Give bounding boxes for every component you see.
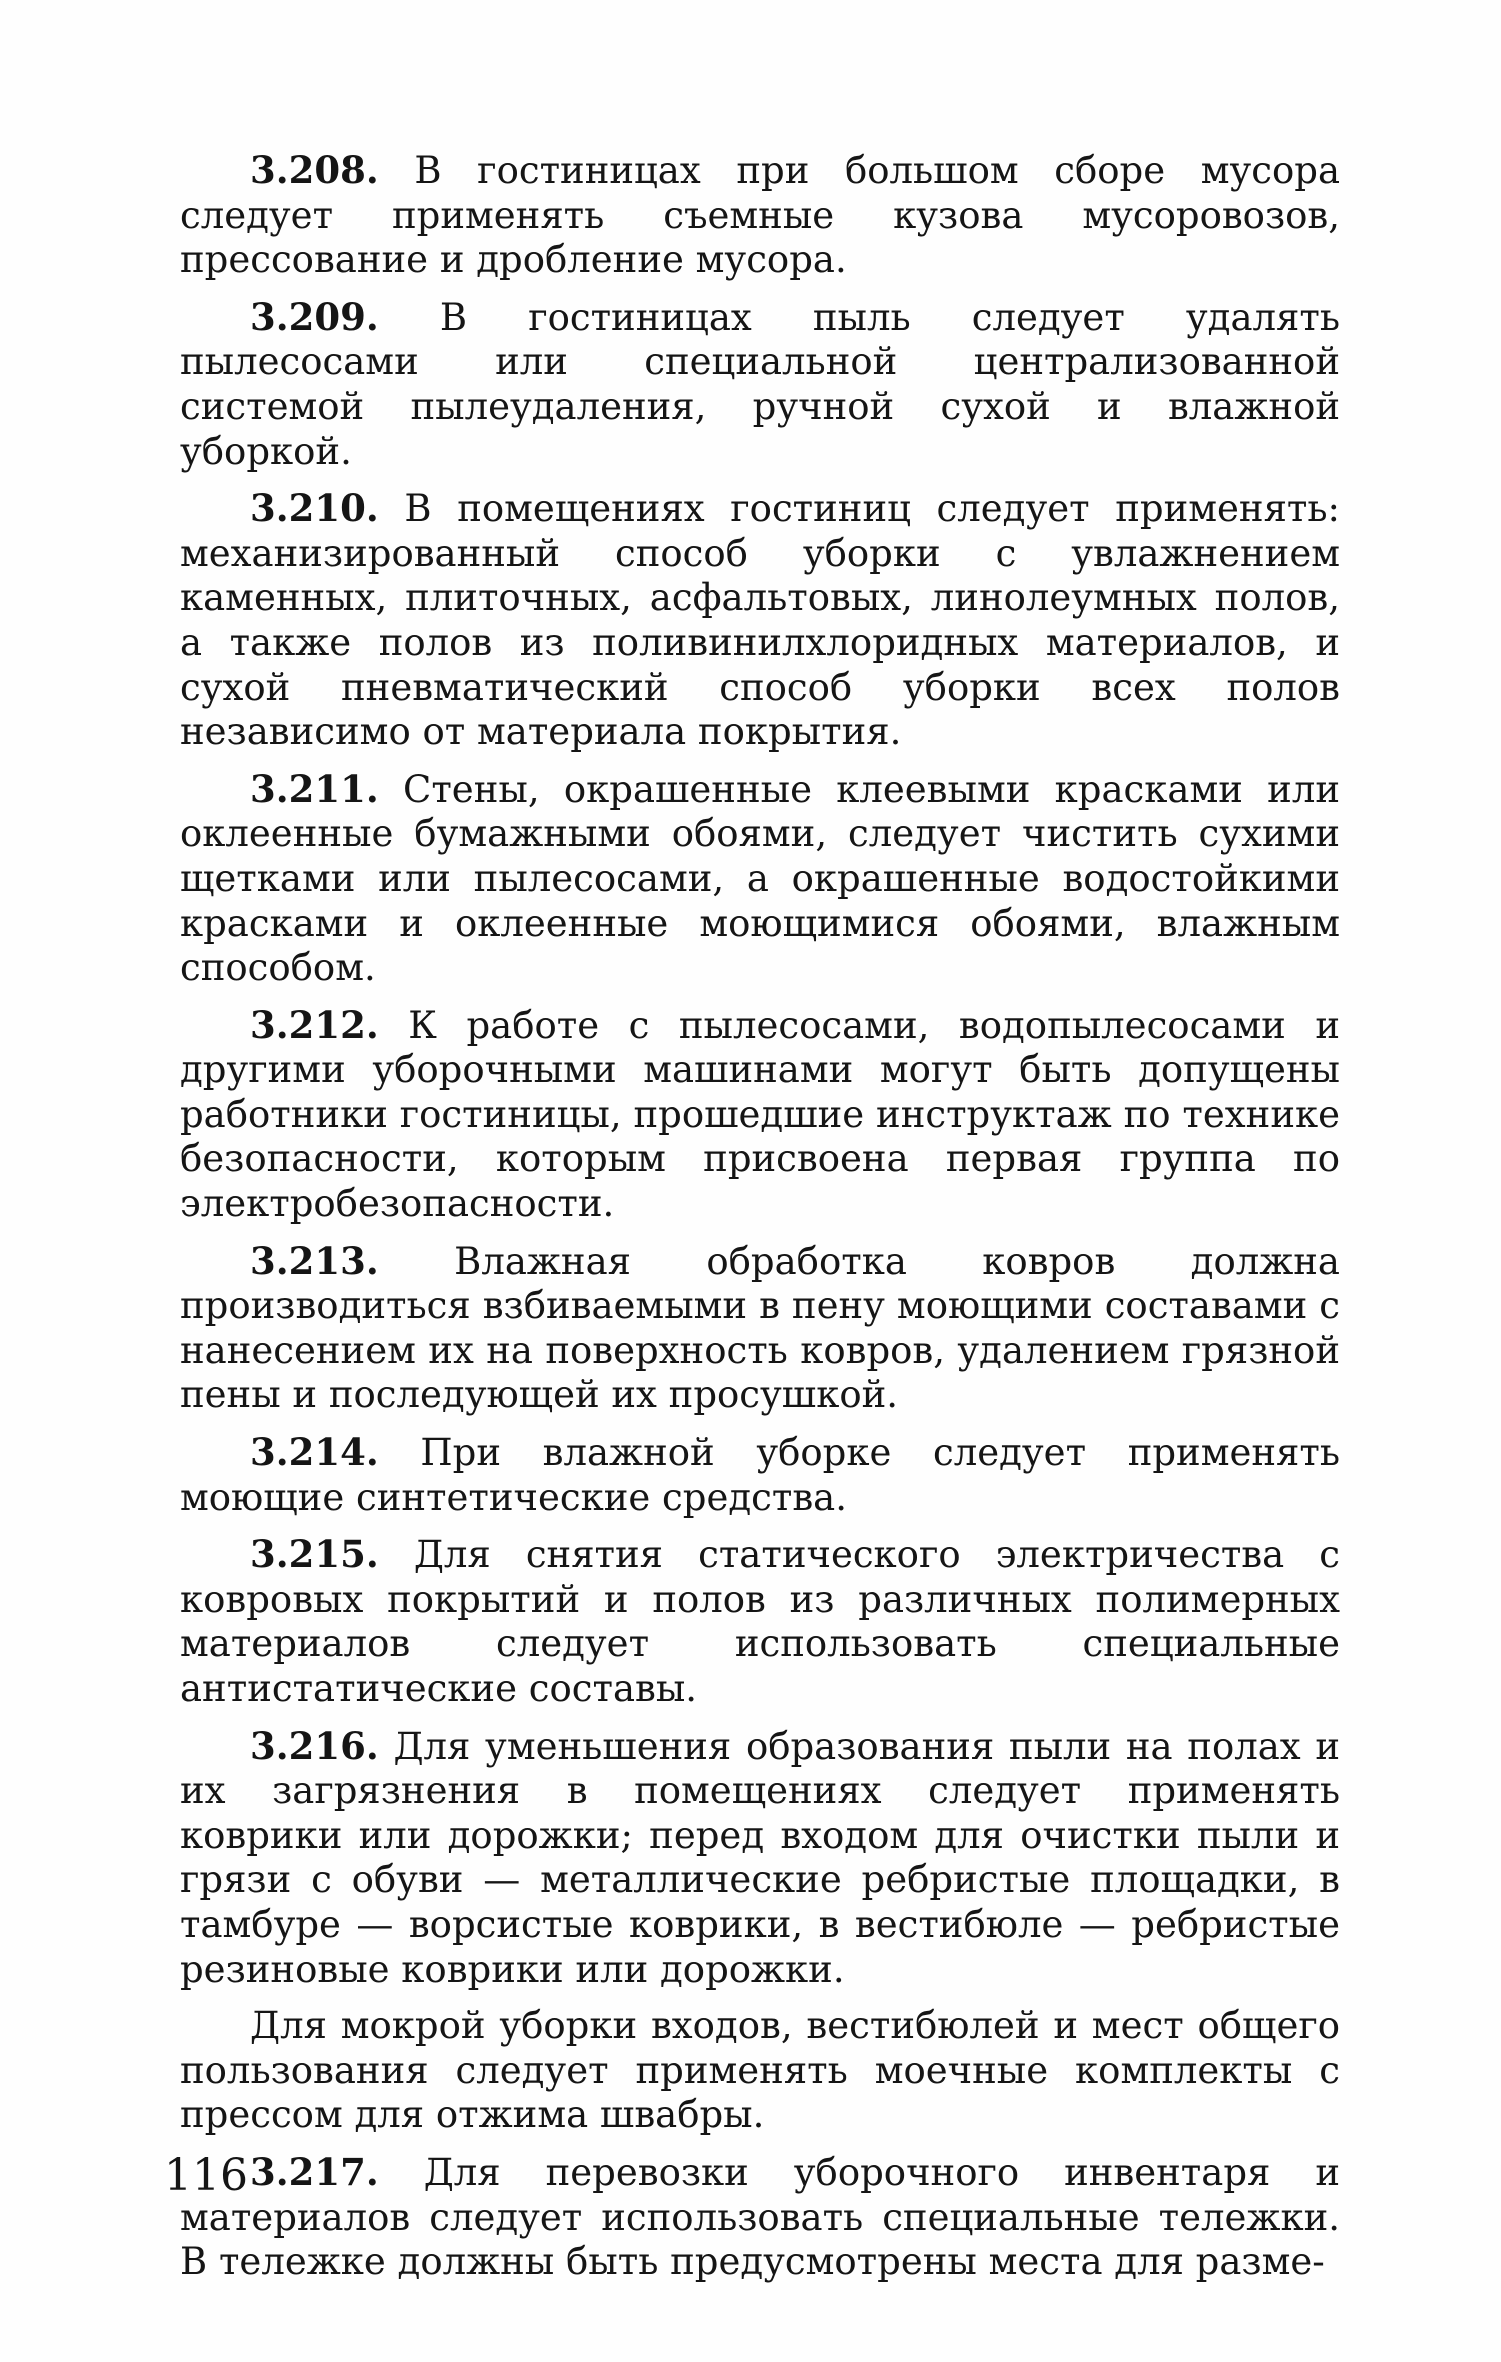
page-number: 116 <box>164 2150 248 2201</box>
body-text <box>180 148 1340 2297</box>
clause-text: Для уменьшения образования пыли на полах и их загрязнения в помещениях следует применять коврики или дорожки; перед входом для очистки пыли и грязи с обуви — металлические ребристые площадки, в тамбуре — ворсистые коврики, в вестибюле — ребристые резиновые коврики или дорожки. <box>180 1724 1340 1991</box>
clause-number: 3.211. <box>250 766 379 811</box>
clause-text: В гостиницах пыль следует удалять пылесосами или специальной централизованной системой пылеудаления, ручной сухой и влажной уборкой. <box>180 295 1340 473</box>
clause-text: При влажной уборке следует применять моющие синтетические средства. <box>180 1431 1340 1519</box>
paragraph-3-214 <box>180 1430 1340 1520</box>
paragraph-3-209 <box>180 295 1340 474</box>
paragraph-3-215 <box>180 1532 1340 1711</box>
clause-number: 3.214. <box>250 1430 379 1475</box>
clause-text: Для перевозки уборочного инвентаря и материалов следует использовать специальные тележки. В тележке должны быть предусмотрены места для разме- <box>180 2150 1340 2284</box>
clause-number: 3.212. <box>250 1002 379 1047</box>
clause-text: Для снятия статического электричества с ковровых покрытий и полов из различных полимерных материалов следует использовать специальные антистатические составы. <box>180 1533 1340 1710</box>
clause-text: В гостиницах при большом сборе мусора следует применять съемные кузова мусоровозов, прессование и дробление мусора. <box>180 149 1341 282</box>
clause-number: 3.217. <box>250 2149 379 2194</box>
paragraph-3-217 <box>180 2150 1340 2285</box>
paragraph-3-212 <box>180 1003 1340 1227</box>
clause-number: 3.210. <box>250 486 379 531</box>
clause-number: 3.209. <box>250 294 379 339</box>
clause-text: В помещениях гостиниц следует применять: механизированный способ уборки с увлажнением каменных, плиточных, асфальтовых, линолеумных полов, а также полов из поливинилхлоридных материалов, и сухой пневматический способ уборки всех полов независимо от материала покрытия. <box>180 487 1340 754</box>
paragraph-3-216 <box>180 1724 1340 1993</box>
paragraph-3-208 <box>180 148 1340 283</box>
paragraph-3-216-continued <box>180 2004 1340 2138</box>
clause-number: 3.208. <box>250 148 379 192</box>
paragraph-3-210 <box>180 486 1340 755</box>
clause-text: К работе с пылесосами, водопылесосами и другими уборочными машинами могут быть допущены работники гостиницы, прошедшие инструктаж по технике безопасности, которым присвоена первая группа по электробезопасности. <box>180 1003 1340 1226</box>
clause-text: Для мокрой уборки входов, вестибюлей и мест общего пользования следует применять моечные комплекты с прессом для отжима швабры. <box>180 2004 1340 2137</box>
clause-number: 3.213. <box>250 1238 379 1283</box>
clause-text: Стены, окрашенные клеевыми красками или оклеенные бумажными обоями, следует чистить сухими щетками или пылесосами, а окрашенные водостойкими красками и оклеенные моющимися обоями, влажным способом. <box>180 767 1340 990</box>
clause-number: 3.215. <box>250 1532 379 1577</box>
paragraph-3-213 <box>180 1239 1340 1418</box>
clause-number: 3.216. <box>250 1723 379 1768</box>
paragraph-3-211 <box>180 767 1340 991</box>
clause-text: Влажная обработка ковров должна производиться взбиваемыми в пену моющими составами с нанесением их на поверхность ковров, удалением грязной пены и последующей их просушкой. <box>180 1239 1340 1417</box>
